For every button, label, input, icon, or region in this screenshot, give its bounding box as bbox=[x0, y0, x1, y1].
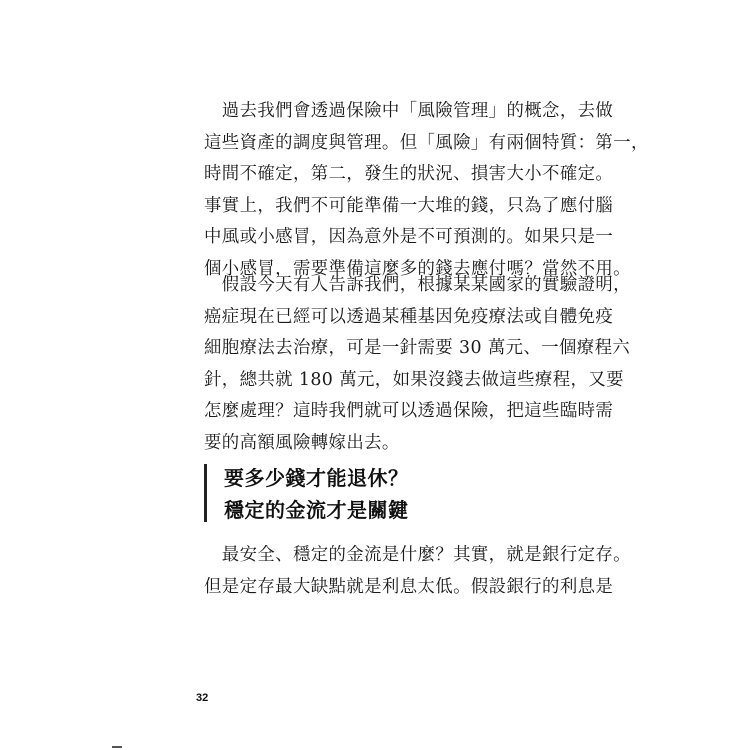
text-line: 怎麼處理？這時我們就可以透過保險，把這些臨時需 bbox=[204, 401, 614, 421]
text-line: 中風或小感冒，因為意外是不可預測的。如果只是一 bbox=[204, 227, 614, 247]
text-line: 個小感冒，需要準備這麼多的錢去應付嗎？當然不用。 bbox=[204, 258, 631, 279]
text-line: 要的高額風險轉嫁出去。 bbox=[204, 432, 400, 453]
section-heading bbox=[204, 462, 564, 524]
heading-line-1: 要多少錢才能退休？ bbox=[224, 466, 409, 490]
text-line: 針，總共就 180 萬元，如果沒錢去做這些療程，又要 bbox=[204, 369, 624, 390]
text-line: 最安全、穩定的金流是什麼？其實，就是銀行定存。 bbox=[204, 545, 631, 565]
text-line: 癌症現在已經可以透過某種基因免疫療法或自體免疫 bbox=[204, 306, 614, 327]
heading-accent-bar bbox=[204, 464, 207, 522]
page-number: 32 bbox=[196, 692, 209, 704]
paragraph-cancer-therapy bbox=[204, 270, 631, 459]
heading-line-2: 穩定的金流才是關鍵 bbox=[224, 498, 409, 522]
text-line: 過去我們會透過保險中「風險管理」的概念，去做 bbox=[204, 101, 614, 121]
crop-mark bbox=[112, 746, 122, 748]
text-line: 假設今天有人告訴我們，根據某某國家的實驗證明， bbox=[204, 275, 631, 295]
text-line: 事實上，我們不可能準備一大堆的錢，只為了應付腦 bbox=[204, 195, 614, 216]
text-line: 這些資產的調度與管理。但「風險」有兩個特質：第一， bbox=[204, 132, 649, 153]
text-line: 時間不確定，第二，發生的狀況、損害大小不確定。 bbox=[204, 164, 614, 184]
paragraph-stable-cashflow bbox=[204, 540, 631, 603]
text-line: 細胞療法去治療，可是一針需要 30 萬元、一個療程六 bbox=[204, 338, 631, 358]
text-line: 但是定存最大缺點就是利息太低。假設銀行的利息是 bbox=[204, 576, 614, 597]
